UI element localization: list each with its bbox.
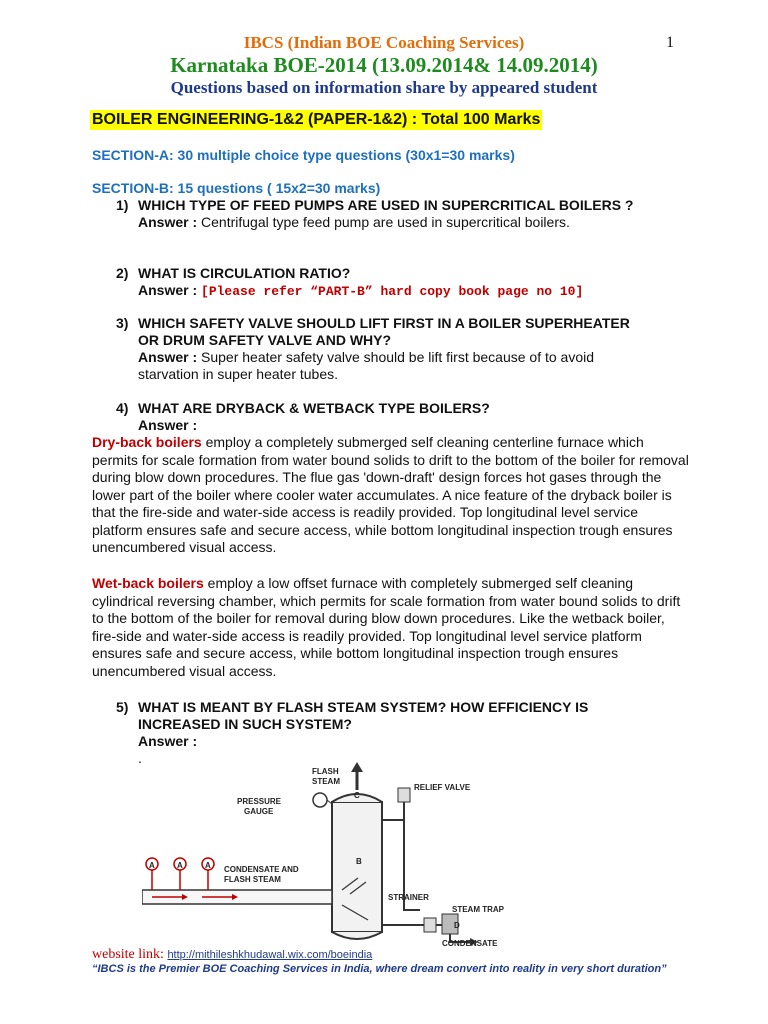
up-arrow-icon bbox=[351, 762, 363, 772]
dryback-paragraph bbox=[92, 434, 692, 557]
wetback-term: Wet-back boilers bbox=[92, 575, 204, 591]
question-number: 3) bbox=[116, 315, 129, 331]
label-point-b: B bbox=[356, 857, 362, 866]
header-exam: Karnataka BOE-2014 (13.09.2014& 14.09.2014) bbox=[170, 53, 598, 77]
flash-steam-diagram bbox=[142, 760, 562, 950]
answer-label: Answer : bbox=[138, 733, 198, 749]
flash-vessel bbox=[332, 802, 382, 932]
dryback-text: employ a completely submerged self cleaning centerline furnace which permits for scale formation from water bound solids to drift to the bottom of the boiler for removal during blow down procedures. The flue gas 'down-draft' design forces hot gases through the lower part of the boiler where cooler water accumulates. A nice feature of the dryback boiler is that the fire-side and water-side access is readily provided. Top longitudinal level service platform ensures safe and secure access, while bottom longitudinal inspection trough ensures unencumbered visual access. bbox=[92, 434, 689, 555]
link-label: website link: bbox=[92, 947, 168, 962]
question-number: 4) bbox=[116, 400, 129, 416]
question-2 bbox=[116, 265, 676, 300]
label-gauge: GAUGE bbox=[244, 807, 274, 816]
answer-reference: [Please refer “PART-B” hard copy book page no 10] bbox=[201, 284, 584, 299]
question-3 bbox=[116, 315, 676, 383]
question-number: 2) bbox=[116, 265, 129, 281]
answer-text: Super heater safety valve should be lift first because of to avoid starvation in super heater tubes. bbox=[138, 349, 595, 382]
footer-quote: “IBCS is the Premier BOE Coaching Services in India, where dream convert into reality in very short duration” bbox=[92, 963, 667, 975]
answer-label: Answer : bbox=[138, 214, 198, 230]
answer-label: Answer : bbox=[138, 282, 198, 298]
section-b-heading: SECTION-B: 15 questions ( 15x2=30 marks) bbox=[92, 180, 381, 196]
question-text: WHICH TYPE OF FEED PUMPS ARE USED IN SUPERCRITICAL BOILERS ? bbox=[138, 197, 634, 213]
label-steam-trap: STEAM TRAP bbox=[452, 905, 504, 914]
question-text: WHAT ARE DRYBACK & WETBACK TYPE BOILERS? bbox=[138, 400, 490, 416]
svg-text:A: A bbox=[205, 861, 211, 870]
label-strainer: STRAINER bbox=[388, 893, 429, 902]
wetback-text: employ a low offset furnace with completely submerged self cleaning cylindrical reversing chamber, which permits for scale formation from water bound solids to drift to the bottom of the boiler for removal during blow down procedures. Like the wetback boiler, fire-side and water-side access is readily provided. Top longitudinal level service platform ensures safe and secure access, while bottom longitudinal inspection trough ensures unencumbered visual access. bbox=[92, 575, 681, 679]
label-flash-steam-in: FLASH STEAM bbox=[224, 875, 281, 884]
svg-text:A: A bbox=[149, 861, 155, 870]
section-a-heading: SECTION-A: 30 multiple choice type questions (30x1=30 marks) bbox=[92, 147, 515, 163]
footer-link bbox=[92, 946, 372, 963]
question-number: 5) bbox=[116, 699, 129, 715]
pressure-gauge-icon bbox=[313, 793, 327, 807]
gauge-a-2 bbox=[174, 858, 186, 890]
wetback-paragraph bbox=[92, 575, 692, 680]
label-point-c: C bbox=[354, 791, 360, 800]
answer-label: Answer : bbox=[138, 417, 198, 433]
question-5 bbox=[116, 699, 676, 767]
header-org: IBCS (Indian BOE Coaching Services) bbox=[243, 33, 525, 52]
page-number: 1 bbox=[666, 34, 674, 51]
svg-text:A: A bbox=[177, 861, 183, 870]
label-flash: FLASH bbox=[312, 767, 339, 776]
label-condensate-and: CONDENSATE AND bbox=[224, 865, 299, 874]
strainer-icon bbox=[424, 918, 436, 932]
label-relief-valve: RELIEF VALVE bbox=[414, 783, 471, 792]
question-text: WHAT IS CIRCULATION RATIO? bbox=[138, 265, 351, 281]
answer-text: . bbox=[138, 750, 142, 766]
label-point-d: D bbox=[454, 921, 460, 930]
label-pressure: PRESSURE bbox=[237, 797, 282, 806]
question-text: WHICH SAFETY VALVE SHOULD LIFT FIRST IN A BOILER SUPERHEATER OR DRUM SAFETY VALVE AND WHY? bbox=[138, 315, 630, 348]
paper-title: BOILER ENGINEERING-1&2 (PAPER-1&2) : Total 100 Marks bbox=[92, 111, 541, 128]
relief-valve-icon bbox=[398, 788, 410, 802]
website-link[interactable]: http://mithileshkhudawal.wix.com/boeindia bbox=[167, 949, 373, 961]
question-text: WHAT IS MEANT BY FLASH STEAM SYSTEM? HOW EFFICIENCY IS INCREASED IN SUCH SYSTEM? bbox=[138, 699, 589, 732]
answer-text: Centrifugal type feed pump are used in supercritical boilers. bbox=[201, 214, 570, 230]
gauge-a-1 bbox=[146, 858, 158, 890]
question-4 bbox=[116, 400, 676, 434]
label-steam: STEAM bbox=[312, 777, 340, 786]
gauge-a-3 bbox=[202, 858, 214, 890]
dryback-term: Dry-back boilers bbox=[92, 434, 202, 450]
label-condensate: CONDENSATE bbox=[442, 939, 498, 948]
question-1 bbox=[116, 197, 676, 231]
header-subtitle: Questions based on information share by appeared student bbox=[170, 78, 598, 97]
answer-label: Answer : bbox=[138, 349, 198, 365]
question-number: 1) bbox=[116, 197, 129, 213]
